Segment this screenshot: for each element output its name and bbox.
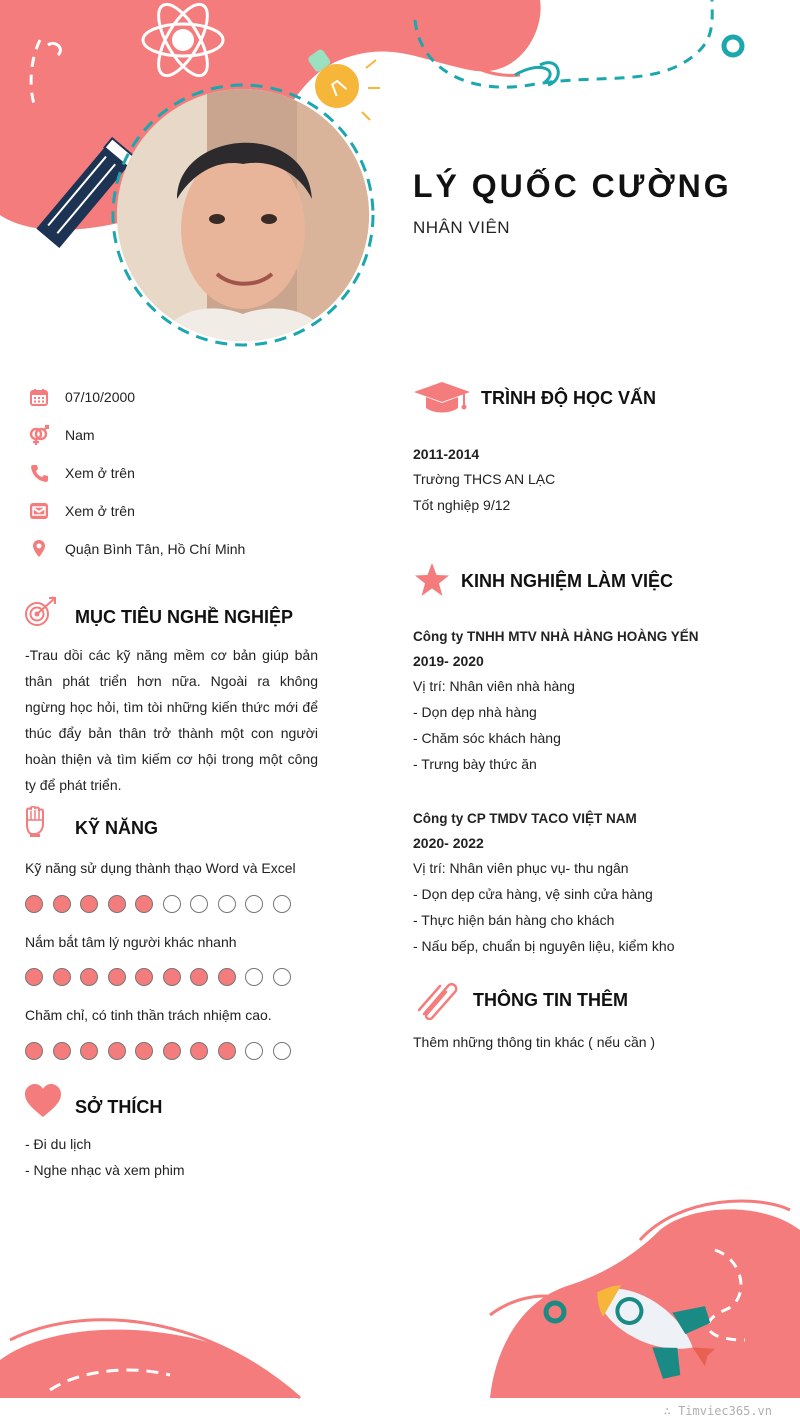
rating-dot-filled [80,1042,98,1060]
rating-dot-empty [245,895,263,913]
hobby-item: - Đi du lịch [25,1136,92,1152]
rating-dot-filled [25,895,43,913]
rating-dot-filled [218,968,236,986]
job-task: - Trưng bày thức ăn [413,756,537,772]
paperclip-icon [416,978,460,1020]
contact-gender [28,423,95,447]
contact-address [28,537,245,561]
rating-dot-empty [218,895,236,913]
objective-title: MỤC TIÊU NGHỀ NGHIỆP [75,607,294,627]
location-icon [28,538,50,560]
skills-title: KỸ NĂNG [75,818,159,838]
rating-dot-filled [163,1042,181,1060]
hobby-item: - Nghe nhạc và xem phim [25,1162,185,1178]
heart-icon [24,1084,62,1118]
skill-rating [25,895,291,913]
education-school: Trường THCS AN LẠC [413,471,556,487]
job-task: - Thực hiện bán hàng cho khách [413,912,615,928]
birthday-text: 07/10/2000 [65,389,136,405]
job-period: 2020- 2022 [413,835,484,851]
rating-dot-filled [163,968,181,986]
job-task: - Chăm sóc khách hàng [413,730,561,746]
fist-icon [24,806,48,838]
rating-dot-filled [53,1042,71,1060]
watermark: ∴ Timviec365.vn [663,1404,772,1418]
target-icon [24,596,58,628]
contact-phone [28,461,135,485]
skill-label: Chăm chỉ, có tinh thần trách nhiệm cao. [25,1007,272,1023]
job-title: NHÂN VIÊN [413,218,511,237]
rating-dot-filled [135,895,153,913]
rating-dot-filled [218,1042,236,1060]
additional-title: THÔNG TIN THÊM [473,990,628,1010]
skill-label: Nắm bắt tâm lý người khác nhanh [25,934,237,950]
job-task: - Dọn dẹp cửa hàng, vệ sinh cửa hàng [413,886,653,902]
experience-title: KINH NGHIỆM LÀM VIỆC [461,571,674,591]
rating-dot-filled [25,1042,43,1060]
star-icon [414,563,450,597]
rating-dot-filled [53,968,71,986]
contact-email [28,499,135,523]
rating-dot-empty [245,968,263,986]
rating-dot-empty [273,895,291,913]
graduation-cap-icon [414,380,470,414]
job-position: Vị trí: Nhân viên nhà hàng [413,678,575,694]
skill-rating [25,1042,291,1060]
rating-dot-filled [135,968,153,986]
gender-text: Nam [65,427,95,443]
rating-dot-filled [25,968,43,986]
email-icon [28,500,50,522]
rating-dot-empty [273,968,291,986]
address-text: Quận Bình Tân, Hồ Chí Minh [65,541,246,557]
rating-dot-empty [163,895,181,913]
avatar [117,89,369,341]
additional-text: Thêm những thông tin khác ( nếu cần ) [413,1034,656,1050]
phone-text: Xem ở trên [65,465,135,481]
rating-dot-filled [108,968,126,986]
calendar-icon [28,386,50,408]
job-position: Vị trí: Nhân viên phục vụ- thu ngân [413,860,629,876]
skill-label: Kỹ năng sử dụng thành thạo Word và Excel [25,860,296,876]
objective-text: -Trau dồi các kỹ năng mềm cơ bản giúp bản thân phát triển hơn nữa. Ngoài ra không ngừng học hỏi, tìm tòi những kiến thức mới để thúc đẩy bản thân trở thành một con người hoàn thiện và tìm kiếm cơ hội trong một công ty để phát triển. [25,647,318,793]
gender-icon [28,424,50,446]
rating-dot-filled [108,895,126,913]
skill-rating [25,968,291,986]
rating-dot-filled [135,1042,153,1060]
rating-dot-empty [273,1042,291,1060]
education-period: 2011-2014 [413,446,480,462]
rating-dot-empty [245,1042,263,1060]
rating-dot-filled [80,968,98,986]
education-note: Tốt nghiệp 9/12 [413,497,511,513]
rating-dot-filled [190,1042,208,1060]
hobbies-title: SỞ THÍCH [75,1097,163,1117]
phone-icon [28,462,50,484]
footer-decoration [0,1190,800,1424]
rating-dot-filled [80,895,98,913]
rating-dot-empty [190,895,208,913]
candidate-name: LÝ QUỐC CƯỜNG [413,168,732,204]
job-company: Công ty TNHH MTV NHÀ HÀNG HOÀNG YẾN [413,629,699,644]
rating-dot-filled [53,895,71,913]
contact-birthday [28,385,135,409]
education-title: TRÌNH ĐỘ HỌC VẤN [481,388,656,408]
job-task: - Dọn dẹp nhà hàng [413,704,537,720]
email-text: Xem ở trên [65,503,135,519]
rating-dot-filled [108,1042,126,1060]
job-company: Công ty CP TMDV TACO VIỆT NAM [413,811,637,826]
job-period: 2019- 2020 [413,653,484,669]
job-task: - Nấu bếp, chuẩn bị nguyên liệu, kiểm kho [413,938,675,954]
rating-dot-filled [190,968,208,986]
